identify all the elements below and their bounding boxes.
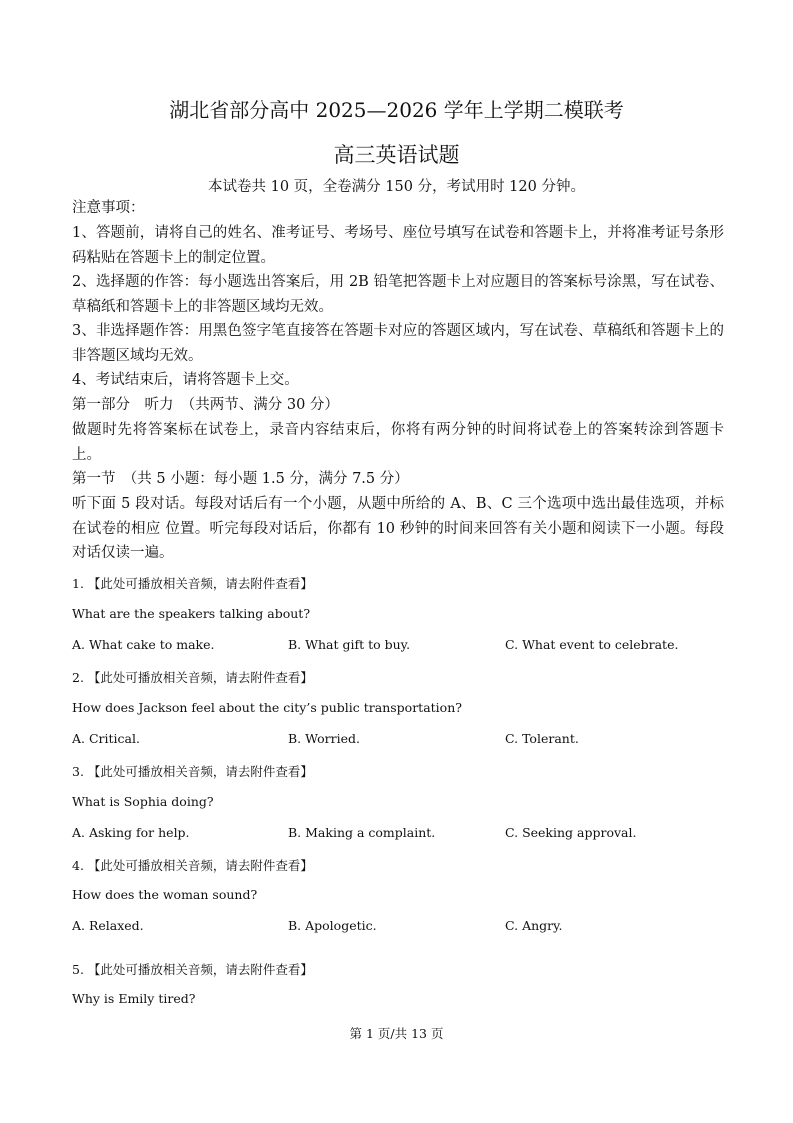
note-item-3: 3、非选择题作答：用黑色签字笔直接答在答题卡对应的答题区域内，写在试卷、草稿纸和答题卡上的非答题区域均无效。 <box>72 323 724 364</box>
question-text-4: How does the woman sound? <box>72 887 258 902</box>
option-a-4: A. Relaxed. <box>72 918 144 933</box>
part1-instruction: 做题时先将答案标在试卷上，录音内容结束后，你将有两分钟的时间将试卷上的答案转涂到答题卡上。 <box>72 422 724 463</box>
option-c-2: C. Tolerant. <box>505 731 579 746</box>
note-item-1: 1、答题前，请将自己的姓名、准考证号、考场号、座位号填写在试卷和答题卡上，并将准考证号条形码粘贴在答题卡上的制定位置。 <box>72 225 724 266</box>
audio-link-1[interactable]: 1. 【此处可播放相关音频，请去附件查看】 <box>72 576 313 591</box>
option-a-1: A. What cake to make. <box>72 637 215 652</box>
question-text-2: How does Jackson feel about the city’s public transportation? <box>72 700 462 715</box>
option-b-2: B. Worried. <box>288 731 360 746</box>
page-number: 第 1 页/共 13 页 <box>349 1026 444 1041</box>
exam-subject: 高三英语试题 <box>333 143 460 167</box>
audio-link-2[interactable]: 2. 【此处可播放相关音频，请去附件查看】 <box>72 670 313 685</box>
option-a-2: A. Critical. <box>72 731 140 746</box>
section1-instruction: 听下面 5 段对话。每段对话后有一个小题，从题中所给的 A、B、C 三个选项中选出最佳选项，并标在试卷的相应 位置。听完每段对话后，你都有 10 秒钟的时间来回答有关小题和阅读下一小题。每段对话仅读一遍。 <box>72 496 724 561</box>
question-text-1: What are the speakers talking about? <box>72 606 311 621</box>
option-b-3: B. Making a complaint. <box>288 825 436 840</box>
section1-heading: 第一节 （共 5 小题：每小题 1.5 分，满分 7.5 分） <box>72 471 409 487</box>
audio-link-4[interactable]: 4. 【此处可播放相关音频，请去附件查看】 <box>72 858 313 873</box>
option-c-4: C. Angry. <box>505 918 563 933</box>
question-text-3: What is Sophia doing? <box>72 794 214 809</box>
option-a-3: A. Asking for help. <box>72 825 190 840</box>
audio-link-5[interactable]: 5. 【此处可播放相关音频，请去附件查看】 <box>72 962 313 977</box>
exam-info: 本试卷共 10 页，全卷满分 150 分，考试用时 120 分钟。 <box>208 179 585 195</box>
option-b-1: B. What gift to buy. <box>288 637 411 652</box>
note-item-4: 4、考试结束后，请将答题卡上交。 <box>72 372 299 388</box>
option-c-1: C. What event to celebrate. <box>505 637 679 652</box>
exam-title: 湖北省部分高中 2025—2026 学年上学期二模联考 <box>169 98 624 122</box>
question-text-5: Why is Emily tired? <box>72 991 196 1006</box>
part1-heading: 第一部分 听力 （共两节、满分 30 分） <box>72 397 339 413</box>
option-c-3: C. Seeking approval. <box>505 825 637 840</box>
notes-heading: 注意事项： <box>72 200 145 216</box>
note-item-2: 2、选择题的作答：每小题选出答案后，用 2B 铅笔把答题卡上对应题目的答案标号涂黑，写在试卷、草稿纸和答题卡上的非答题区域均无效。 <box>72 274 724 315</box>
option-b-4: B. Apologetic. <box>288 918 377 933</box>
audio-link-3[interactable]: 3. 【此处可播放相关音频，请去附件查看】 <box>72 764 313 779</box>
